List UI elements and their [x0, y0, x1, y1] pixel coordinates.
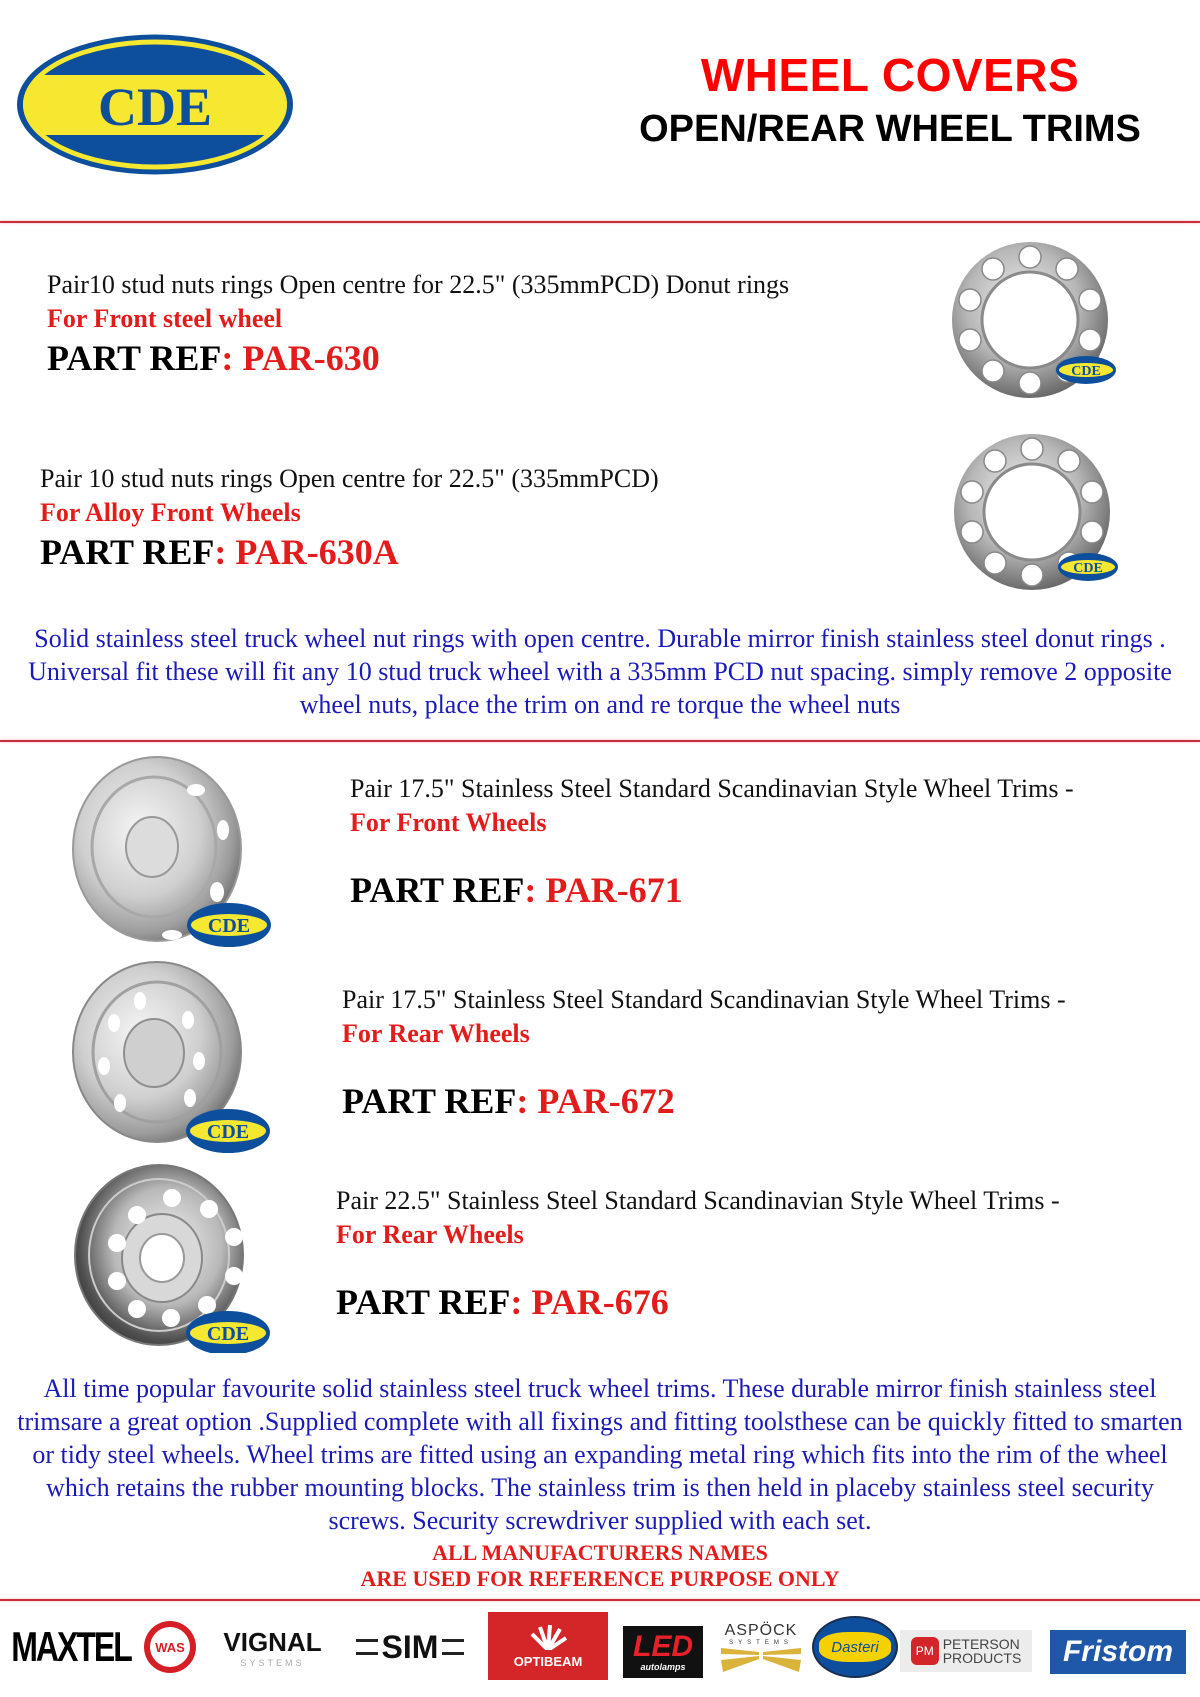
brand-logo-peterson: [900, 1630, 1032, 1672]
product-description: Pair10 stud nuts rings Open centre for 22.5" (335mmPCD) Donut rings: [47, 270, 790, 299]
product-application: For Rear Wheels: [336, 1220, 524, 1249]
brand-logo-sim: [345, 1612, 475, 1682]
brand-sub: PRODUCTS: [942, 1650, 1022, 1666]
part-ref-sep: :: [221, 338, 243, 378]
part-ref-code: PAR-630A: [235, 532, 399, 572]
brand-name: Dasteri: [831, 1638, 879, 1656]
svg-text:CDE: CDE: [206, 1121, 250, 1143]
product-par-672: [342, 987, 1066, 1119]
divider: [0, 1599, 1200, 1601]
part-ref-sep: :: [214, 532, 236, 572]
brand-logo-fristom: [1050, 1630, 1186, 1674]
product-application: For Front steel wheel: [47, 304, 283, 333]
part-ref-label: PART REF: [40, 532, 215, 572]
front-wheel-trim-image: [62, 752, 277, 957]
part-ref-code: PAR-671: [545, 870, 683, 910]
brand-logo-maxtel: [8, 1612, 134, 1682]
disclaimer: [300, 1540, 900, 1592]
product-application: For Alloy Front Wheels: [40, 498, 301, 527]
product-application: For Rear Wheels: [342, 1019, 530, 1048]
svg-text:CDE: CDE: [1071, 364, 1101, 379]
donut-ring-image: [948, 240, 1118, 410]
brand-logo-aspock: [718, 1612, 804, 1682]
brand-name: Fristom: [1062, 1635, 1173, 1668]
part-ref-code: PAR-630: [242, 338, 380, 378]
product-application: For Front Wheels: [350, 808, 547, 837]
brand-logo-was: [140, 1612, 200, 1682]
brand-sub: SYSTEMS: [240, 1657, 305, 1668]
part-ref-label: PART REF: [350, 870, 525, 910]
part-ref-label: PART REF: [336, 1282, 511, 1322]
brand-sub: autolamps: [640, 1662, 686, 1672]
brand-logo-led-autolamps: [623, 1626, 703, 1678]
part-ref: [350, 872, 1074, 908]
brand-logo-dasteri: [812, 1612, 898, 1682]
cde-logo: [15, 33, 295, 176]
svg-text:CDE: CDE: [97, 77, 213, 137]
product-description: Pair 10 stud nuts rings Open centre for 22.5" (335mmPCD): [40, 464, 659, 493]
svg-text:CDE: CDE: [206, 1323, 250, 1345]
divider: [0, 221, 1200, 223]
part-ref-sep: :: [524, 870, 546, 910]
brand-name: VIGNAL: [223, 1626, 322, 1657]
product-description: Pair 22.5" Stainless Steel Standard Scandinavian Style Wheel Trims -: [336, 1186, 1060, 1215]
svg-text:CDE: CDE: [1073, 561, 1103, 576]
rear-wheel-trim-10-hole-image: [62, 1163, 277, 1358]
disclaimer-line-2: ARE USED FOR REFERENCE PURPOSE ONLY: [360, 1566, 840, 1591]
brand-name: LED: [633, 1630, 693, 1663]
product-par-676: [336, 1188, 1060, 1320]
brand-logo-optibeam: [488, 1612, 608, 1680]
part-ref: [342, 1083, 1066, 1119]
rear-wheel-trim-image: [62, 958, 277, 1158]
part-ref-sep: :: [510, 1282, 532, 1322]
page-title: WHEEL COVERS: [700, 49, 1080, 101]
brand-name: SIM: [381, 1628, 439, 1665]
brand-name: WAS: [155, 1639, 185, 1655]
product-description: Pair 17.5" Stainless Steel Standard Scandinavian Style Wheel Trims -: [342, 985, 1066, 1014]
part-ref-label: PART REF: [47, 338, 222, 378]
page-subtitle: OPEN/REAR WHEEL TRIMS: [639, 108, 1141, 150]
part-ref-sep: :: [516, 1081, 538, 1121]
section2-description: All time popular favourite solid stainless steel truck wheel trims. These durable mirror finish stainless steel trimsare a great option .Supplied complete with all fixings and fitting toolsthese can be quickly fitted to smarten or tidy steel wheels. Wheel trims are fitted using an expanding metal ring which fits into the rim of the wheel which retains the rubber mounting blocks. The stainless trim is then held in placeby stainless steel security screws. Security screwdriver supplied with each set.: [17, 1374, 1183, 1535]
pm-badge-icon: PM: [911, 1637, 939, 1665]
part-ref-code: PAR-676: [531, 1282, 669, 1322]
part-ref: [336, 1284, 1060, 1320]
svg-text:CDE: CDE: [207, 915, 251, 937]
product-par-630: [47, 272, 789, 376]
part-ref-label: PART REF: [342, 1081, 517, 1121]
product-description: Pair 17.5" Stainless Steel Standard Scandinavian Style Wheel Trims -: [350, 774, 1074, 803]
brand-name: PETERSON: [942, 1636, 1020, 1652]
brand-name: MAXTEL: [11, 1622, 131, 1670]
part-ref: [47, 340, 789, 376]
part-ref-code: PAR-672: [537, 1081, 675, 1121]
disclaimer-line-1: ALL MANUFACTURERS NAMES: [432, 1540, 768, 1565]
product-par-671: [350, 776, 1074, 908]
brand-sub: SYSTEMS: [729, 1640, 793, 1646]
part-ref: [40, 534, 659, 570]
brand-name: OPTIBEAM: [513, 1653, 583, 1669]
brand-name: ASPÖCK: [724, 1622, 798, 1639]
brand-logo-vignal: [210, 1612, 335, 1682]
donut-ring-image: [950, 432, 1120, 602]
divider: [0, 740, 1200, 742]
product-par-630a: [40, 466, 659, 570]
section1-description: Solid stainless steel truck wheel nut rings with open centre. Durable mirror finish stainless steel donut rings . Universal fit these will fit any 10 stud truck wheel with a 335mm PCD nut spacing. simply remove 2 opposite wheel nuts, place the trim on and re torque the wheel nuts: [28, 624, 1172, 719]
